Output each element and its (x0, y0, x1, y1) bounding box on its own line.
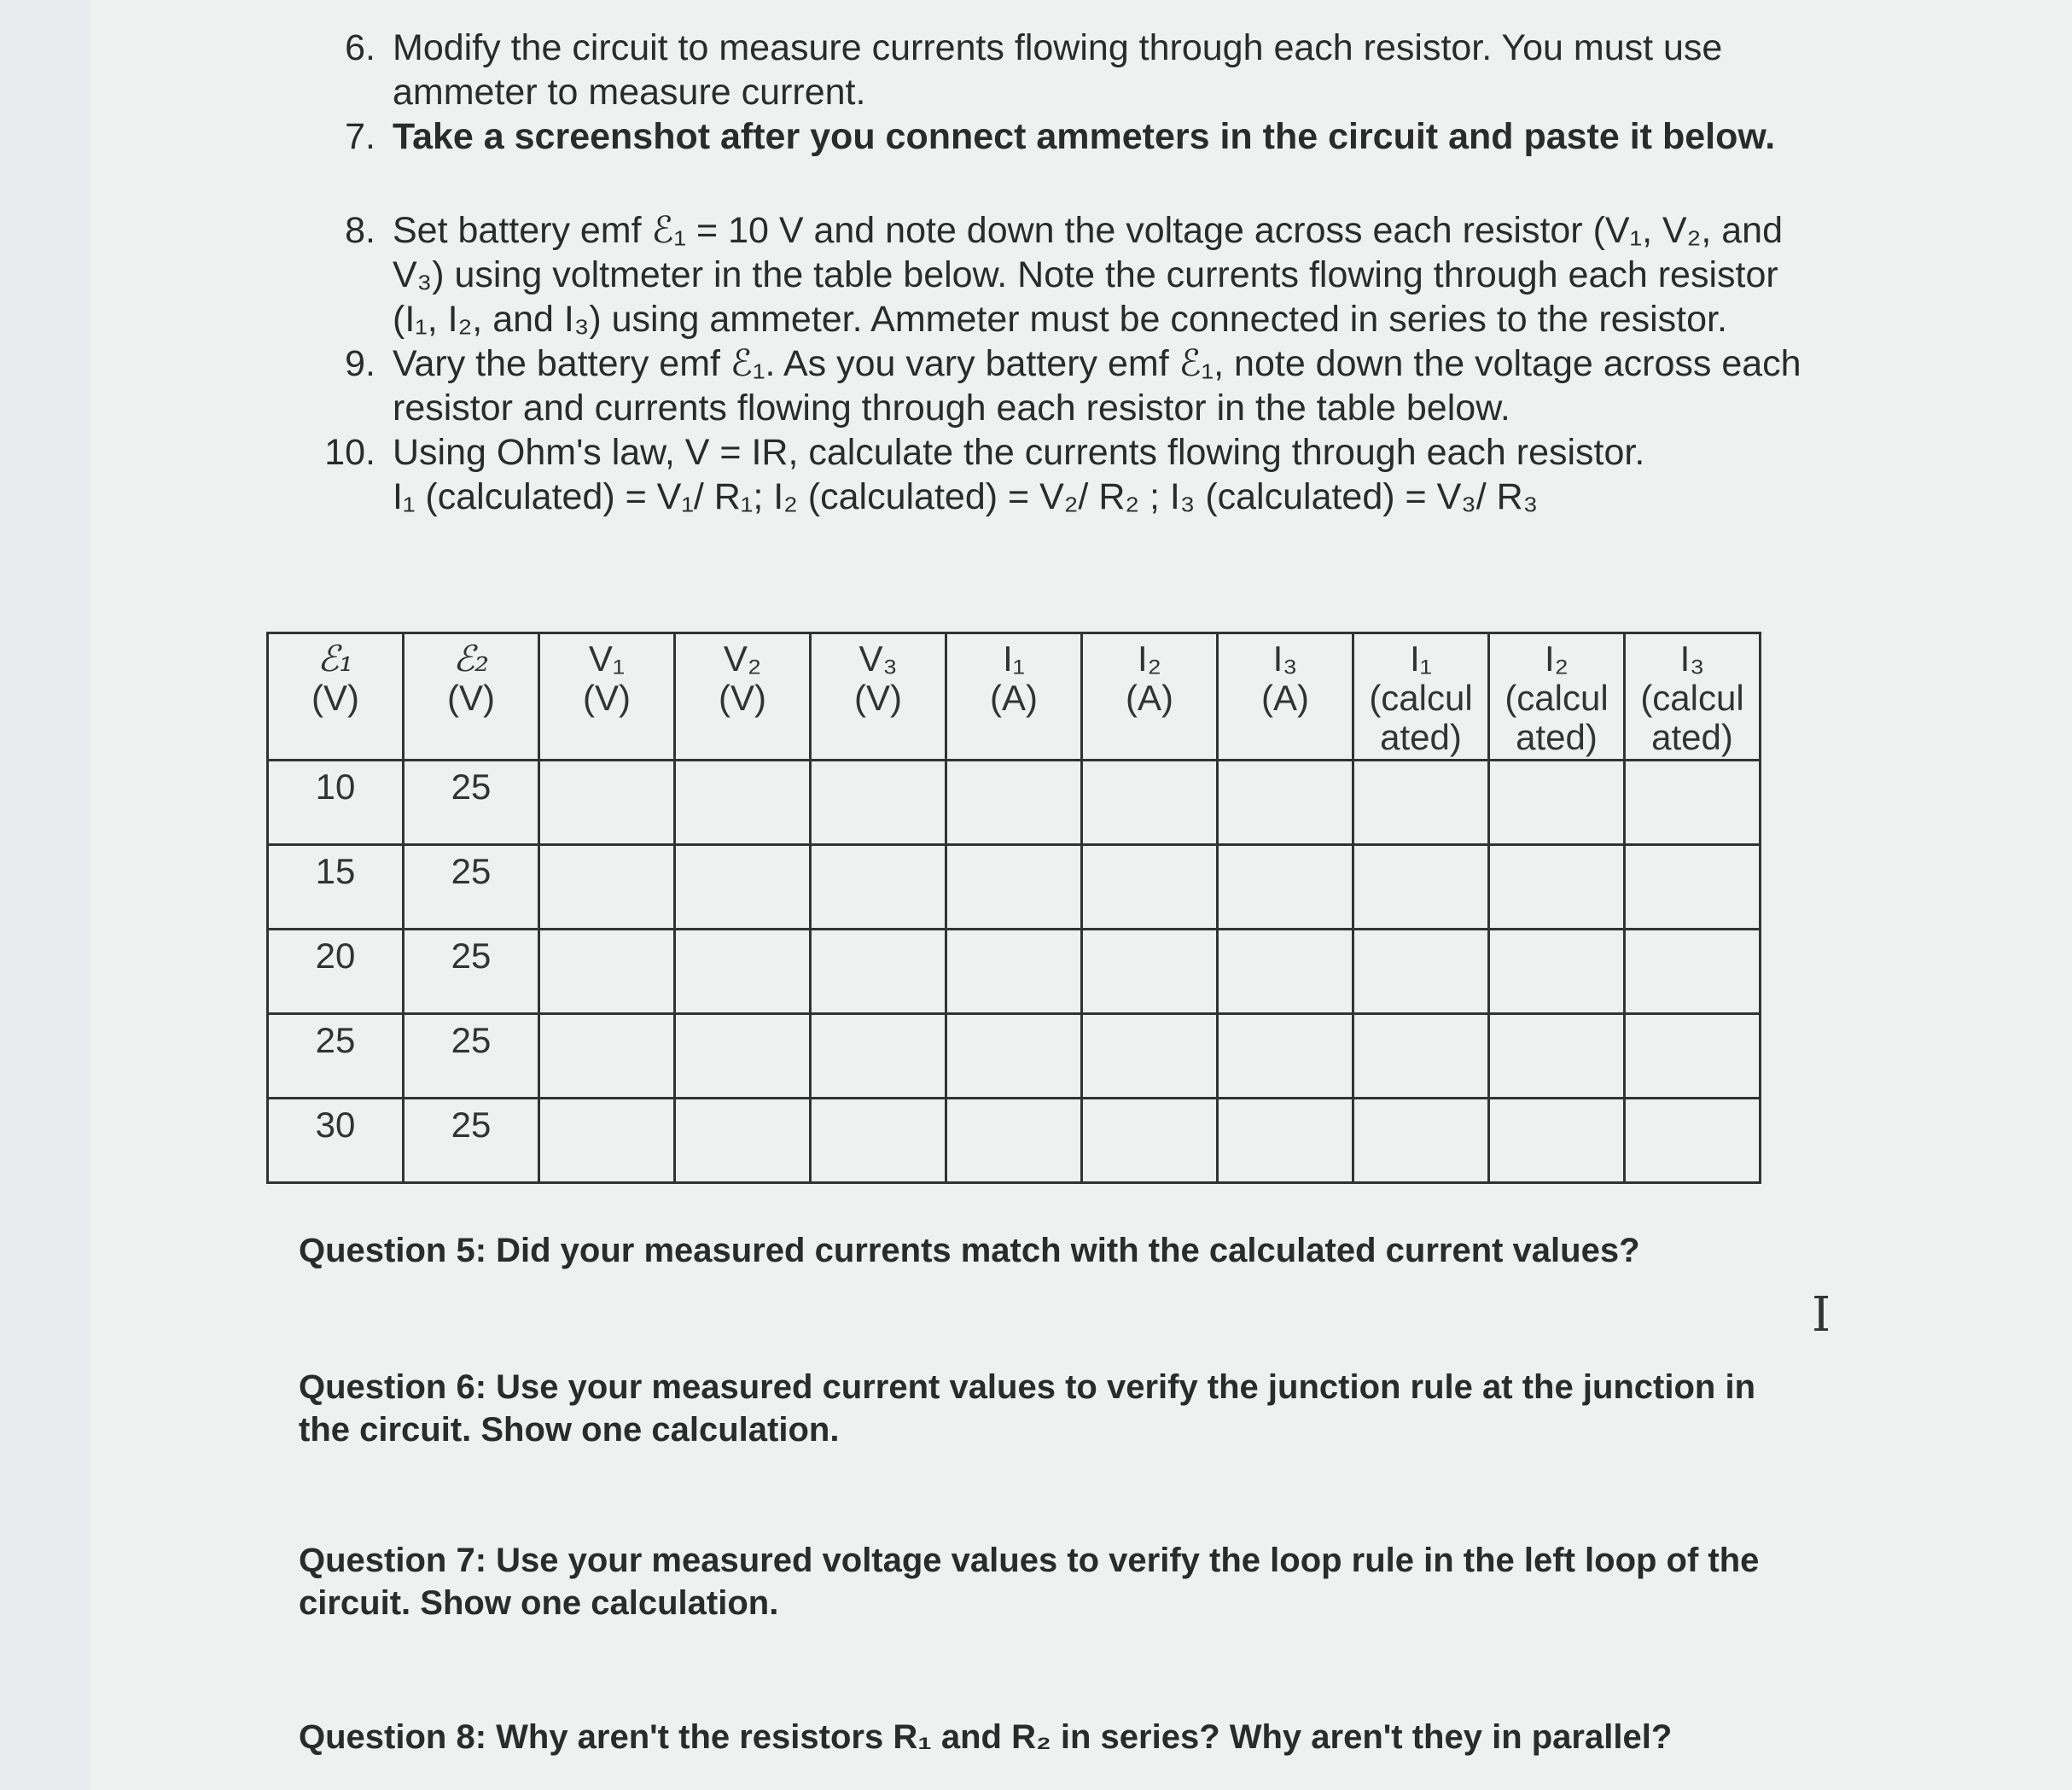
table-cell[interactable]: 25 (268, 1014, 404, 1099)
table-cell[interactable] (1625, 1014, 1761, 1099)
header-v1: V₁ (V) (539, 633, 675, 761)
table-cell[interactable] (1082, 1014, 1218, 1099)
instructions-list (311, 26, 1822, 519)
instruction-number: 6. (345, 27, 375, 68)
table-cell[interactable] (1625, 930, 1761, 1014)
table-cell[interactable] (1353, 930, 1489, 1014)
instruction-number: 10. (324, 432, 375, 473)
question-6: Question 6: Use your measured current values to verify the junction rule at the junction in the circuit. Show one calculation. (299, 1368, 1756, 1449)
table-cell[interactable] (946, 1099, 1082, 1183)
text-cursor-icon: I (1812, 1287, 1831, 1343)
table-cell[interactable] (539, 845, 675, 930)
table-cell[interactable]: 25 (404, 761, 539, 845)
header-i2: I₂ (A) (1082, 633, 1218, 761)
table-cell[interactable] (675, 1099, 811, 1183)
instruction-text: Set battery emf ℰ₁ = 10 V and note down the voltage across each resistor (V₁, V₂, and V₃) using voltmeter in the table below. Note the currents flowing through each resistor (I₁, I₂, and I₃) using ammeter. Ammeter must be connected in series to the resistor. (393, 210, 1783, 340)
table-cell[interactable] (1489, 845, 1625, 930)
table-cell[interactable] (811, 1014, 946, 1099)
question-7: Question 7: Use your measured voltage values to verify the loop rule in the left loop of the circuit. Show one calculation. (299, 1542, 1760, 1622)
table-header-row (268, 633, 1761, 761)
table-cell[interactable]: 25 (404, 1099, 539, 1183)
table-cell[interactable] (675, 1014, 811, 1099)
table-cell[interactable] (1218, 1099, 1353, 1183)
header-i1: I₁ (A) (946, 633, 1082, 761)
table-cell[interactable] (1218, 930, 1353, 1014)
table-cell[interactable] (1353, 761, 1489, 845)
table-cell[interactable] (1218, 845, 1353, 930)
table-cell[interactable] (1218, 761, 1353, 845)
instruction-number: 8. (345, 210, 375, 251)
table-cell[interactable] (1489, 761, 1625, 845)
table-cell[interactable] (675, 845, 811, 930)
header-emf1: ℰ₁ (V) (268, 633, 404, 761)
table-cell[interactable] (946, 845, 1082, 930)
table-cell[interactable] (539, 930, 675, 1014)
formula-line (311, 475, 1822, 519)
question-5: Question 5: Did your measured currents match with the calculated current values? (299, 1232, 1640, 1269)
instruction-number: 7. (345, 116, 375, 157)
table-cell[interactable] (1489, 1014, 1625, 1099)
measurement-table (266, 632, 1761, 1184)
header-i2-calculated: I₂ (calcul ated) (1489, 633, 1625, 761)
table-cell[interactable] (1353, 845, 1489, 930)
table-cell[interactable] (539, 1014, 675, 1099)
table-cell[interactable] (1082, 761, 1218, 845)
formula-text: I₁ (calculated) = V₁/ R₁; I₂ (calculated) = V₂/ R₂ ; I₃ (calculated) = V₃/ R₃ (393, 476, 1539, 517)
instruction-item (311, 26, 1822, 114)
instruction-text: Modify the circuit to measure currents flowing through each resistor. You must use ammeter to measure current. (393, 27, 1723, 113)
table-cell[interactable] (1625, 1099, 1761, 1183)
table-cell[interactable] (811, 845, 946, 930)
table-cell[interactable]: 25 (404, 845, 539, 930)
table-cell[interactable] (811, 1099, 946, 1183)
table-row (268, 1099, 1761, 1183)
table-cell[interactable] (811, 761, 946, 845)
instruction-text: Using Ohm's law, V = IR, calculate the currents flowing through each resistor. (393, 432, 1645, 473)
table-cell[interactable] (675, 761, 811, 845)
table-cell[interactable] (1625, 845, 1761, 930)
table-cell[interactable] (811, 930, 946, 1014)
table-cell[interactable] (946, 1014, 1082, 1099)
header-v3: V₃ (V) (811, 633, 946, 761)
table-row (268, 845, 1761, 930)
table-cell[interactable] (1489, 930, 1625, 1014)
table-cell[interactable] (1082, 845, 1218, 930)
header-i3-calculated: I₃ (calcul ated) (1625, 633, 1761, 761)
table-cell[interactable] (1625, 761, 1761, 845)
table-cell[interactable] (675, 930, 811, 1014)
instruction-item (311, 114, 1822, 159)
instruction-item (311, 341, 1822, 430)
table-cell[interactable] (1353, 1099, 1489, 1183)
table-cell[interactable] (539, 761, 675, 845)
table-cell[interactable] (946, 930, 1082, 1014)
table-cell[interactable]: 25 (404, 1014, 539, 1099)
question-8: Question 8: Why aren't the resistors R₁ and R₂ in series? Why aren't they in parallel? (299, 1718, 1673, 1756)
table-cell[interactable]: 25 (404, 930, 539, 1014)
instruction-item (311, 430, 1822, 475)
table-cell[interactable] (1353, 1014, 1489, 1099)
table-cell[interactable] (946, 761, 1082, 845)
instruction-text: Take a screenshot after you connect ammeters in the circuit and paste it below. (393, 116, 1776, 157)
instruction-text: Vary the battery emf ℰ₁. As you vary battery emf ℰ₁, note down the voltage across each resistor and currents flowing through each resistor in the table below. (393, 343, 1801, 429)
header-v2: V₂ (V) (675, 633, 811, 761)
table-cell[interactable] (1489, 1099, 1625, 1183)
header-i1-calculated: I₁ (calcul ated) (1353, 633, 1489, 761)
table-cell[interactable] (1218, 1014, 1353, 1099)
table-cell[interactable] (539, 1099, 675, 1183)
table-cell[interactable] (1082, 930, 1218, 1014)
header-emf2: ℰ₂ (V) (404, 633, 539, 761)
table-row (268, 761, 1761, 845)
table-cell[interactable]: 20 (268, 930, 404, 1014)
table-row (268, 930, 1761, 1014)
instruction-number: 9. (345, 343, 375, 384)
table-cell[interactable] (1082, 1099, 1218, 1183)
table-cell[interactable]: 15 (268, 845, 404, 930)
table-cell[interactable]: 30 (268, 1099, 404, 1183)
header-i3: I₃ (A) (1218, 633, 1353, 761)
table-row (268, 1014, 1761, 1099)
instruction-item (311, 208, 1822, 341)
table-cell[interactable]: 10 (268, 761, 404, 845)
